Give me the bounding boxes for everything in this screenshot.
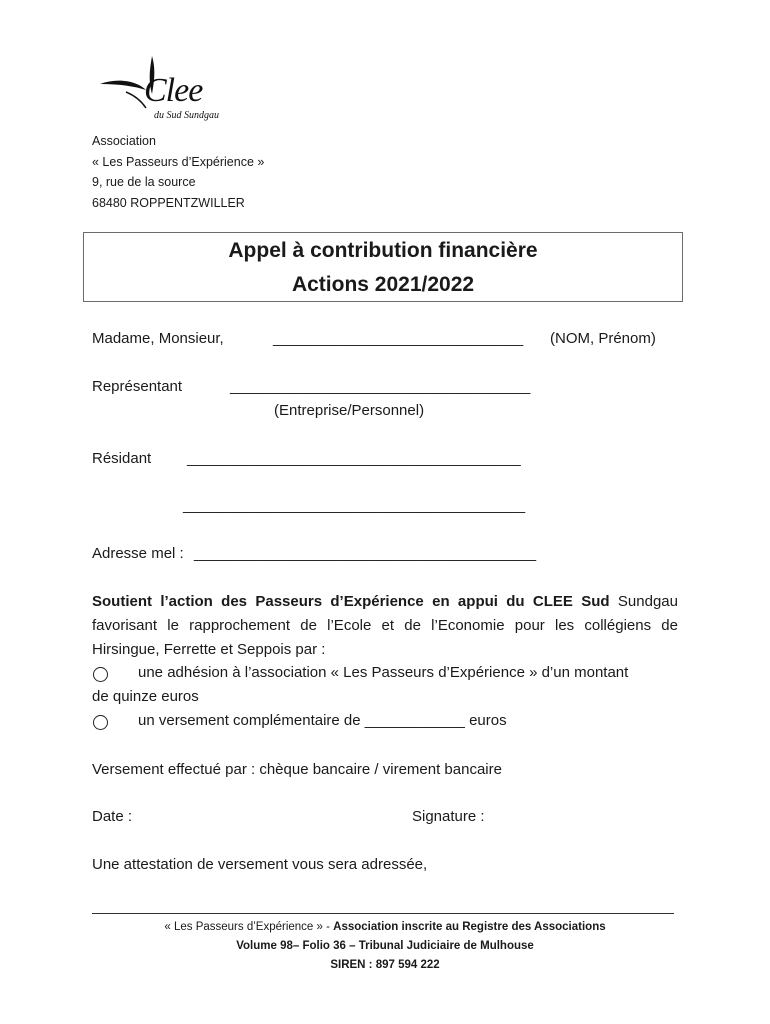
sender-address — [92, 131, 264, 213]
membership-radio[interactable] — [93, 667, 108, 682]
signature-label: Signature : — [412, 808, 485, 825]
logo-subtitle: du Sud Sundgau — [154, 110, 219, 121]
residence-label: Résidant — [92, 450, 152, 467]
residence-field-2[interactable]: _________________________________________ — [183, 497, 526, 514]
name-field[interactable]: ______________________________ — [273, 330, 524, 347]
date-label: Date : — [92, 808, 133, 825]
email-label: Adresse mel : — [92, 545, 184, 562]
extra-donation-prefix: un versement complémentaire de — [138, 712, 361, 729]
document-title: Appel à contribution financière — [228, 239, 538, 262]
representative-field[interactable]: ____________________________________ — [230, 378, 531, 395]
representative-label: Représentant — [92, 378, 183, 395]
footer-divider — [92, 913, 674, 914]
greeting-label: Madame, Monsieur, — [92, 330, 224, 347]
address-line: 68480 ROPPENTZWILLER — [92, 195, 245, 210]
address-line: Association — [92, 134, 156, 148]
membership-option-text: une adhésion à l’association « Les Passeurs d’Expérience » d’un montant — [138, 664, 629, 681]
payment-method-text: Versement effectué par : chèque bancaire / virement bancaire — [92, 761, 502, 778]
association-logo — [96, 52, 236, 128]
footer-siren: SIREN : 897 594 222 — [330, 959, 440, 971]
email-field[interactable]: _________________________________________ — [194, 545, 537, 562]
extra-donation-radio[interactable] — [93, 715, 108, 730]
support-text: Sundgau favorisant le rapprochement de l’Ecole et de l’Economie pour les collégiens de Hirsingue, Ferrette et Seppois par : — [92, 593, 678, 658]
extra-donation-suffix: euros — [469, 712, 507, 729]
footer-registry: Association inscrite au Registre des Associations — [333, 921, 606, 933]
support-bold-text: Soutient l’action des Passeurs d’Expérience en appui du CLEE Sud — [92, 593, 610, 610]
extra-donation-text — [138, 712, 507, 729]
donation-amount-field[interactable]: ____________ — [364, 712, 465, 729]
membership-option-text-cont: de quinze euros — [92, 688, 199, 705]
attestation-text: Une attestation de versement vous sera adressée, — [92, 856, 428, 873]
representative-hint: (Entreprise/Personnel) — [274, 402, 425, 419]
name-hint: (NOM, Prénom) — [550, 330, 656, 347]
address-line: « Les Passeurs d’Expérience » — [92, 154, 265, 169]
document-title-box — [83, 232, 683, 302]
footer-line-2: Volume 98– Folio 36 – Tribunal Judiciaire de Mulhouse — [236, 940, 534, 952]
footer-line-1 — [92, 921, 678, 933]
footer-association-name: « Les Passeurs d’Expérience » - — [164, 921, 330, 933]
residence-field-1[interactable]: ________________________________________ — [187, 450, 521, 467]
address-line: 9, rue de la source — [92, 175, 196, 189]
logo-wordmark: Clee — [144, 72, 203, 109]
support-paragraph — [92, 590, 678, 662]
document-subtitle: Actions 2021/2022 — [291, 273, 475, 296]
